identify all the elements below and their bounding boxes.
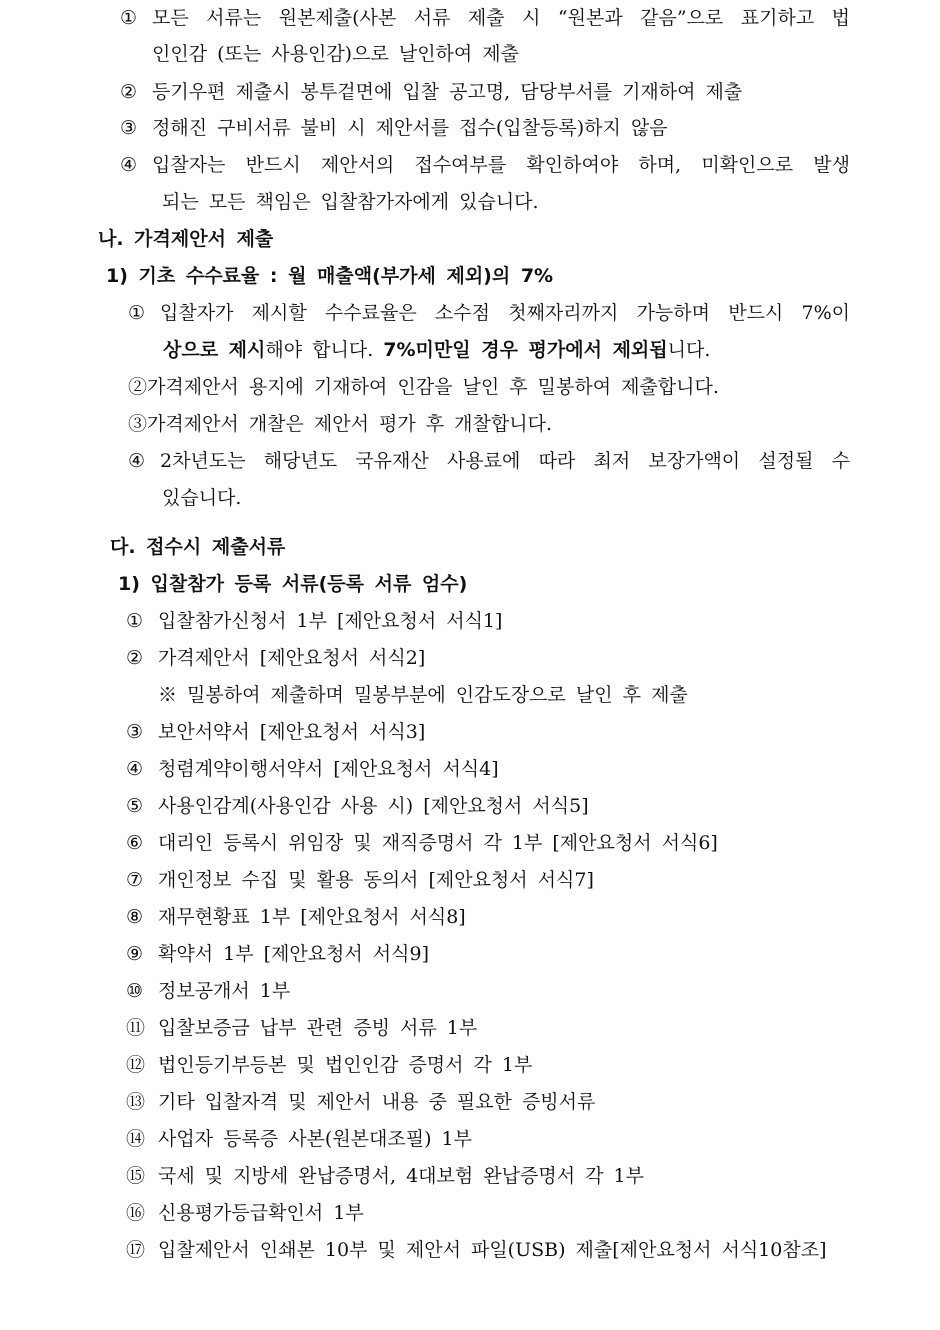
da-item-13: [126, 1090, 595, 1114]
na-item-1-text1: 입찰자가 제시할 수수료율은 소수점 첫째자리까지 가능하며 반드시 7%이: [160, 302, 850, 324]
ga-item-4-line2: 되는 모든 책임은 입찰참가자에게 있습니다.: [162, 191, 539, 213]
da-item-num: ⑩: [126, 980, 144, 1002]
ga-item-4-num: ④: [120, 154, 138, 176]
da-item-2: [126, 646, 425, 670]
da-item-text: 재무현황표 1부 [제안요청서 서식8]: [158, 906, 466, 928]
da-item-16: [126, 1201, 364, 1225]
da-item-11: [126, 1016, 477, 1040]
da-item-3: [126, 720, 425, 744]
na-item-4-line1: [128, 449, 850, 473]
na-item-4-text1: 2차년도는 해당년도 국유재산 사용료에 따라 최저 보장가액이 설정될 수: [160, 450, 850, 472]
da-item-6: [126, 831, 718, 855]
da-item-text: 기타 입찰자격 및 제안서 내용 중 필요한 증빙서류: [158, 1091, 596, 1113]
da-item-text: 사업자 등록증 사본(원본대조필) 1부: [158, 1128, 472, 1150]
ga-item-4-line1: [120, 153, 850, 177]
na-item-3: [128, 412, 552, 436]
da-item-text: 청렴계약이행서약서 [제안요청서 서식4]: [158, 758, 499, 780]
da-item-text: 입찰제안서 인쇄본 10부 및 제안서 파일(USB) 제출[제안요청서 서식10참조]: [158, 1239, 827, 1261]
na-item-4-line2: 있습니다.: [162, 487, 242, 509]
na-item-1-line2: [163, 338, 710, 362]
na-item-1-text2-b: 니다.: [667, 339, 711, 361]
da-note: ※ 밀봉하여 제출하며 밀봉부분에 인감도장으로 날인 후 제출: [158, 684, 688, 706]
na-item-1-text2-a: 해야 합니다.: [265, 339, 384, 361]
da-item-15: [126, 1164, 644, 1188]
da-item-num: ⑤: [126, 795, 144, 817]
da-item-num: ④: [126, 758, 144, 780]
da-item-num: ⑮: [126, 1165, 146, 1187]
na-item-1-line1: [128, 301, 850, 325]
ga-item-4-text1: 입찰자는 반드시 제안서의 접수여부를 확인하여야 하며, 미확인으로 발생: [152, 154, 850, 176]
da-item-num: ⑫: [126, 1054, 146, 1076]
ga-item-3-text: 정해진 구비서류 불비 시 제안서를 접수(입찰등록)하지 않음: [152, 117, 668, 139]
da-item-num: ②: [126, 647, 144, 669]
da-item-num: ⑪: [126, 1017, 146, 1039]
da-item-num: ⑥: [126, 832, 144, 854]
ga-item-3-num: ③: [120, 117, 138, 139]
da-item-12: [126, 1053, 532, 1077]
da-item-text: 입찰보증금 납부 관련 증빙 서류 1부: [158, 1017, 478, 1039]
da-item-text: 입찰참가신청서 1부 [제안요청서 서식1]: [158, 610, 503, 632]
da-item-text: 가격제안서 [제안요청서 서식2]: [158, 647, 426, 669]
ga-item-2-text: 등기우편 제출시 봉투겉면에 입찰 공고명, 담당부서를 기재하여 제출: [152, 81, 743, 103]
ga-item-1-line2: 인인감 (또는 사용인감)으로 날인하여 제출: [152, 43, 520, 65]
da-item-14: [126, 1127, 472, 1151]
section-da-sub1: 1) 입찰참가 등록 서류(등록 서류 엄수): [118, 573, 468, 595]
da-item-text: 보안서약서 [제안요청서 서식3]: [158, 721, 426, 743]
da-item-num: ⑬: [126, 1091, 146, 1113]
na-item-1-bold-a: 상으로 제시: [163, 339, 266, 361]
section-da-heading: 다. 접수시 제출서류: [110, 536, 286, 558]
da-item-num: ⑨: [126, 943, 144, 965]
da-item-num: ⑰: [126, 1239, 146, 1261]
na-item-3-num: ③: [128, 413, 148, 435]
da-item-text: 확약서 1부 [제안요청서 서식9]: [158, 943, 430, 965]
da-item-num: ⑯: [126, 1202, 146, 1224]
na-item-1-bold-b: 7%미만일 경우 평가에서 제외됩: [383, 339, 668, 361]
da-item-text: 법인등기부등본 및 법인인감 증명서 각 1부: [158, 1054, 533, 1076]
ga-item-2-num: ②: [120, 81, 138, 103]
da-item-7: [126, 868, 594, 892]
na-item-3-text: 가격제안서 개찰은 제안서 평가 후 개찰합니다.: [147, 413, 552, 435]
section-na-sub1: 1) 기초 수수료율 : 월 매출액(부가세 제외)의 7%: [106, 265, 554, 287]
da-item-num: ①: [126, 610, 144, 632]
da-item-10: [126, 979, 290, 1003]
na-item-4-num: ④: [128, 450, 146, 472]
da-item-num: ⑭: [126, 1128, 146, 1150]
da-item-text: 국세 및 지방세 완납증명서, 4대보험 완납증명서 각 1부: [158, 1165, 644, 1187]
da-item-text: 정보공개서 1부: [158, 980, 291, 1002]
da-item-9: [126, 942, 429, 966]
da-item-num: ③: [126, 721, 144, 743]
ga-item-1-num: ①: [120, 7, 138, 29]
da-item-text: 대리인 등록시 위임장 및 재직증명서 각 1부 [제안요청서 서식6]: [158, 832, 718, 854]
da-item-text: 사용인감계(사용인감 사용 시) [제안요청서 서식5]: [158, 795, 589, 817]
ga-item-1-line1: [120, 6, 850, 30]
da-item-5: [126, 794, 589, 818]
ga-item-1-text1: 모든 서류는 원본제출(사본 서류 제출 시 “원본과 같음”으로 표기하고 법: [152, 7, 850, 29]
da-item-4: [126, 757, 499, 781]
na-item-2-num: ②: [128, 376, 148, 398]
na-item-1-num: ①: [128, 302, 146, 324]
da-item-1: [126, 609, 502, 633]
section-na-heading: 나. 가격제안서 제출: [98, 228, 274, 250]
na-item-2-text: 가격제안서 용지에 기재하여 인감을 날인 후 밀봉하여 제출합니다.: [147, 376, 719, 398]
ga-item-2: [120, 80, 742, 104]
da-item-text: 개인정보 수집 및 활용 동의서 [제안요청서 서식7]: [158, 869, 594, 891]
da-item-num: ⑧: [126, 906, 144, 928]
da-item-8: [126, 905, 466, 929]
na-item-2: [128, 375, 719, 399]
ga-item-3: [120, 116, 668, 140]
da-item-num: ⑦: [126, 869, 144, 891]
da-item-17: [126, 1238, 826, 1262]
da-item-text: 신용평가등급확인서 1부: [158, 1202, 364, 1224]
